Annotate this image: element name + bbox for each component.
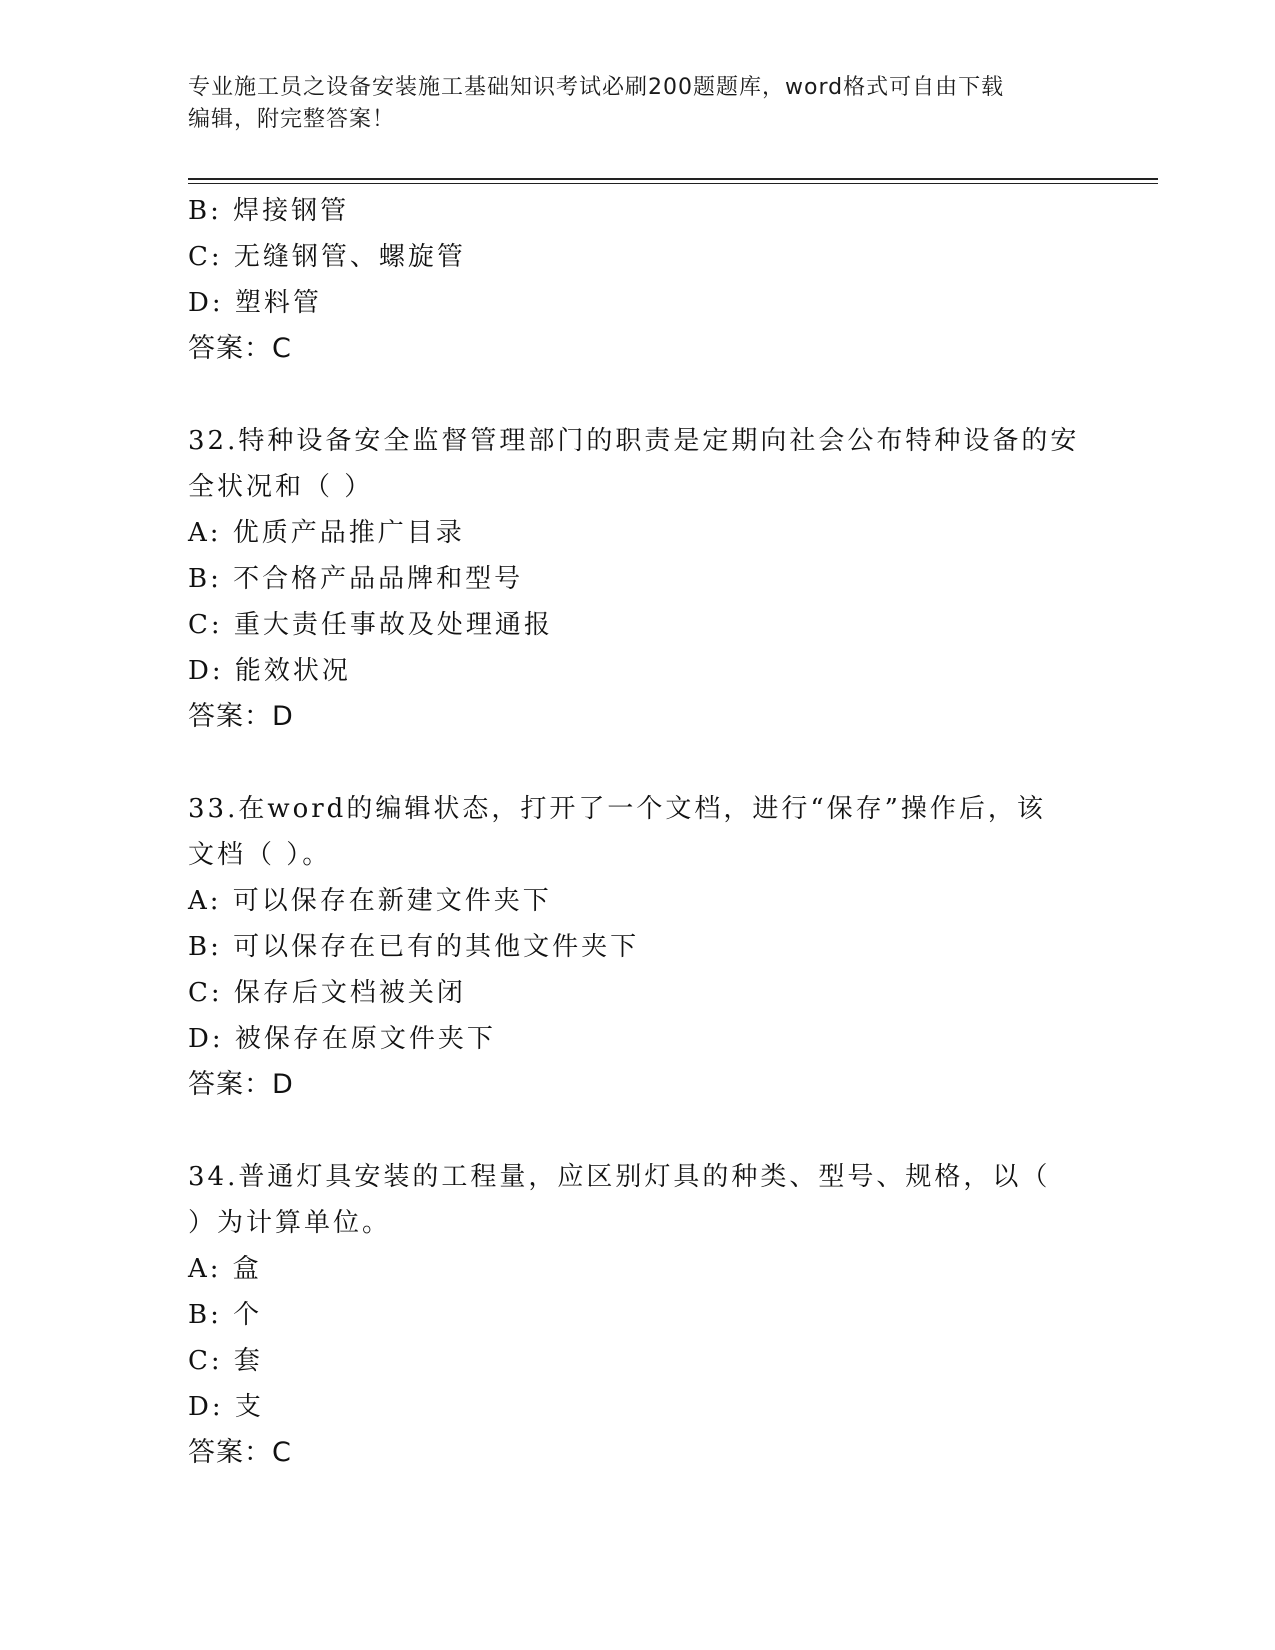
option-b: B: 个 bbox=[188, 1300, 263, 1330]
question-stem-line-1: 34.普通灯具安装的工程量，应区别灯具的种类、型号、规格，以（ bbox=[188, 1162, 1051, 1192]
question-stem-line-2: 全状况和（ ） bbox=[188, 472, 374, 502]
option-b: B: 不合格产品品牌和型号 bbox=[188, 564, 524, 594]
option-a: A: 可以保存在新建文件夹下 bbox=[188, 886, 552, 916]
option-c: C: 重大责任事故及处理通报 bbox=[188, 610, 553, 640]
question-31-continued bbox=[188, 188, 1088, 372]
header-divider-thin bbox=[188, 183, 1158, 184]
header-divider-thick bbox=[188, 178, 1158, 180]
option-b: B: 可以保存在已有的其他文件夹下 bbox=[188, 932, 640, 962]
answer-label: 答案：C bbox=[188, 333, 292, 364]
document-header bbox=[188, 72, 1078, 136]
question-stem-line-2: 文档（ ）。 bbox=[188, 840, 332, 870]
option-c: C: 保存后文档被关闭 bbox=[188, 978, 466, 1008]
question-stem-line-2: ）为计算单位。 bbox=[188, 1208, 392, 1238]
answer-label: 答案：D bbox=[188, 1069, 294, 1100]
question-spacer bbox=[188, 740, 1088, 786]
question-spacer bbox=[188, 1108, 1088, 1154]
question-33 bbox=[188, 786, 1088, 1108]
option-d: D: 塑料管 bbox=[188, 288, 322, 318]
option-d: D: 被保存在原文件夹下 bbox=[188, 1024, 496, 1054]
question-34 bbox=[188, 1154, 1088, 1476]
option-d: D: 能效状况 bbox=[188, 656, 351, 686]
option-c: C: 套 bbox=[188, 1346, 263, 1376]
answer-label: 答案：D bbox=[188, 701, 294, 732]
question-spacer bbox=[188, 372, 1088, 418]
header-title-line-1: 专业施工员之设备安装施工基础知识考试必刷200题题库，word格式可自由下载 bbox=[188, 75, 1005, 100]
question-stem-line-1: 33.在word的编辑状态，打开了一个文档，进行“保存”操作后，该 bbox=[188, 794, 1046, 824]
option-a: A: 优质产品推广目录 bbox=[188, 518, 465, 548]
option-a: A: 盒 bbox=[188, 1254, 262, 1284]
question-list bbox=[188, 188, 1088, 1476]
option-c: C: 无缝钢管、螺旋管 bbox=[188, 242, 466, 272]
question-stem-line-1: 32.特种设备安全监督管理部门的职责是定期向社会公布特种设备的安 bbox=[188, 426, 1080, 456]
option-b: B: 焊接钢管 bbox=[188, 196, 350, 226]
question-32 bbox=[188, 418, 1088, 740]
header-title-line-2: 编辑，附完整答案！ bbox=[188, 107, 396, 132]
option-d: D: 支 bbox=[188, 1392, 264, 1422]
answer-label: 答案：C bbox=[188, 1437, 292, 1468]
